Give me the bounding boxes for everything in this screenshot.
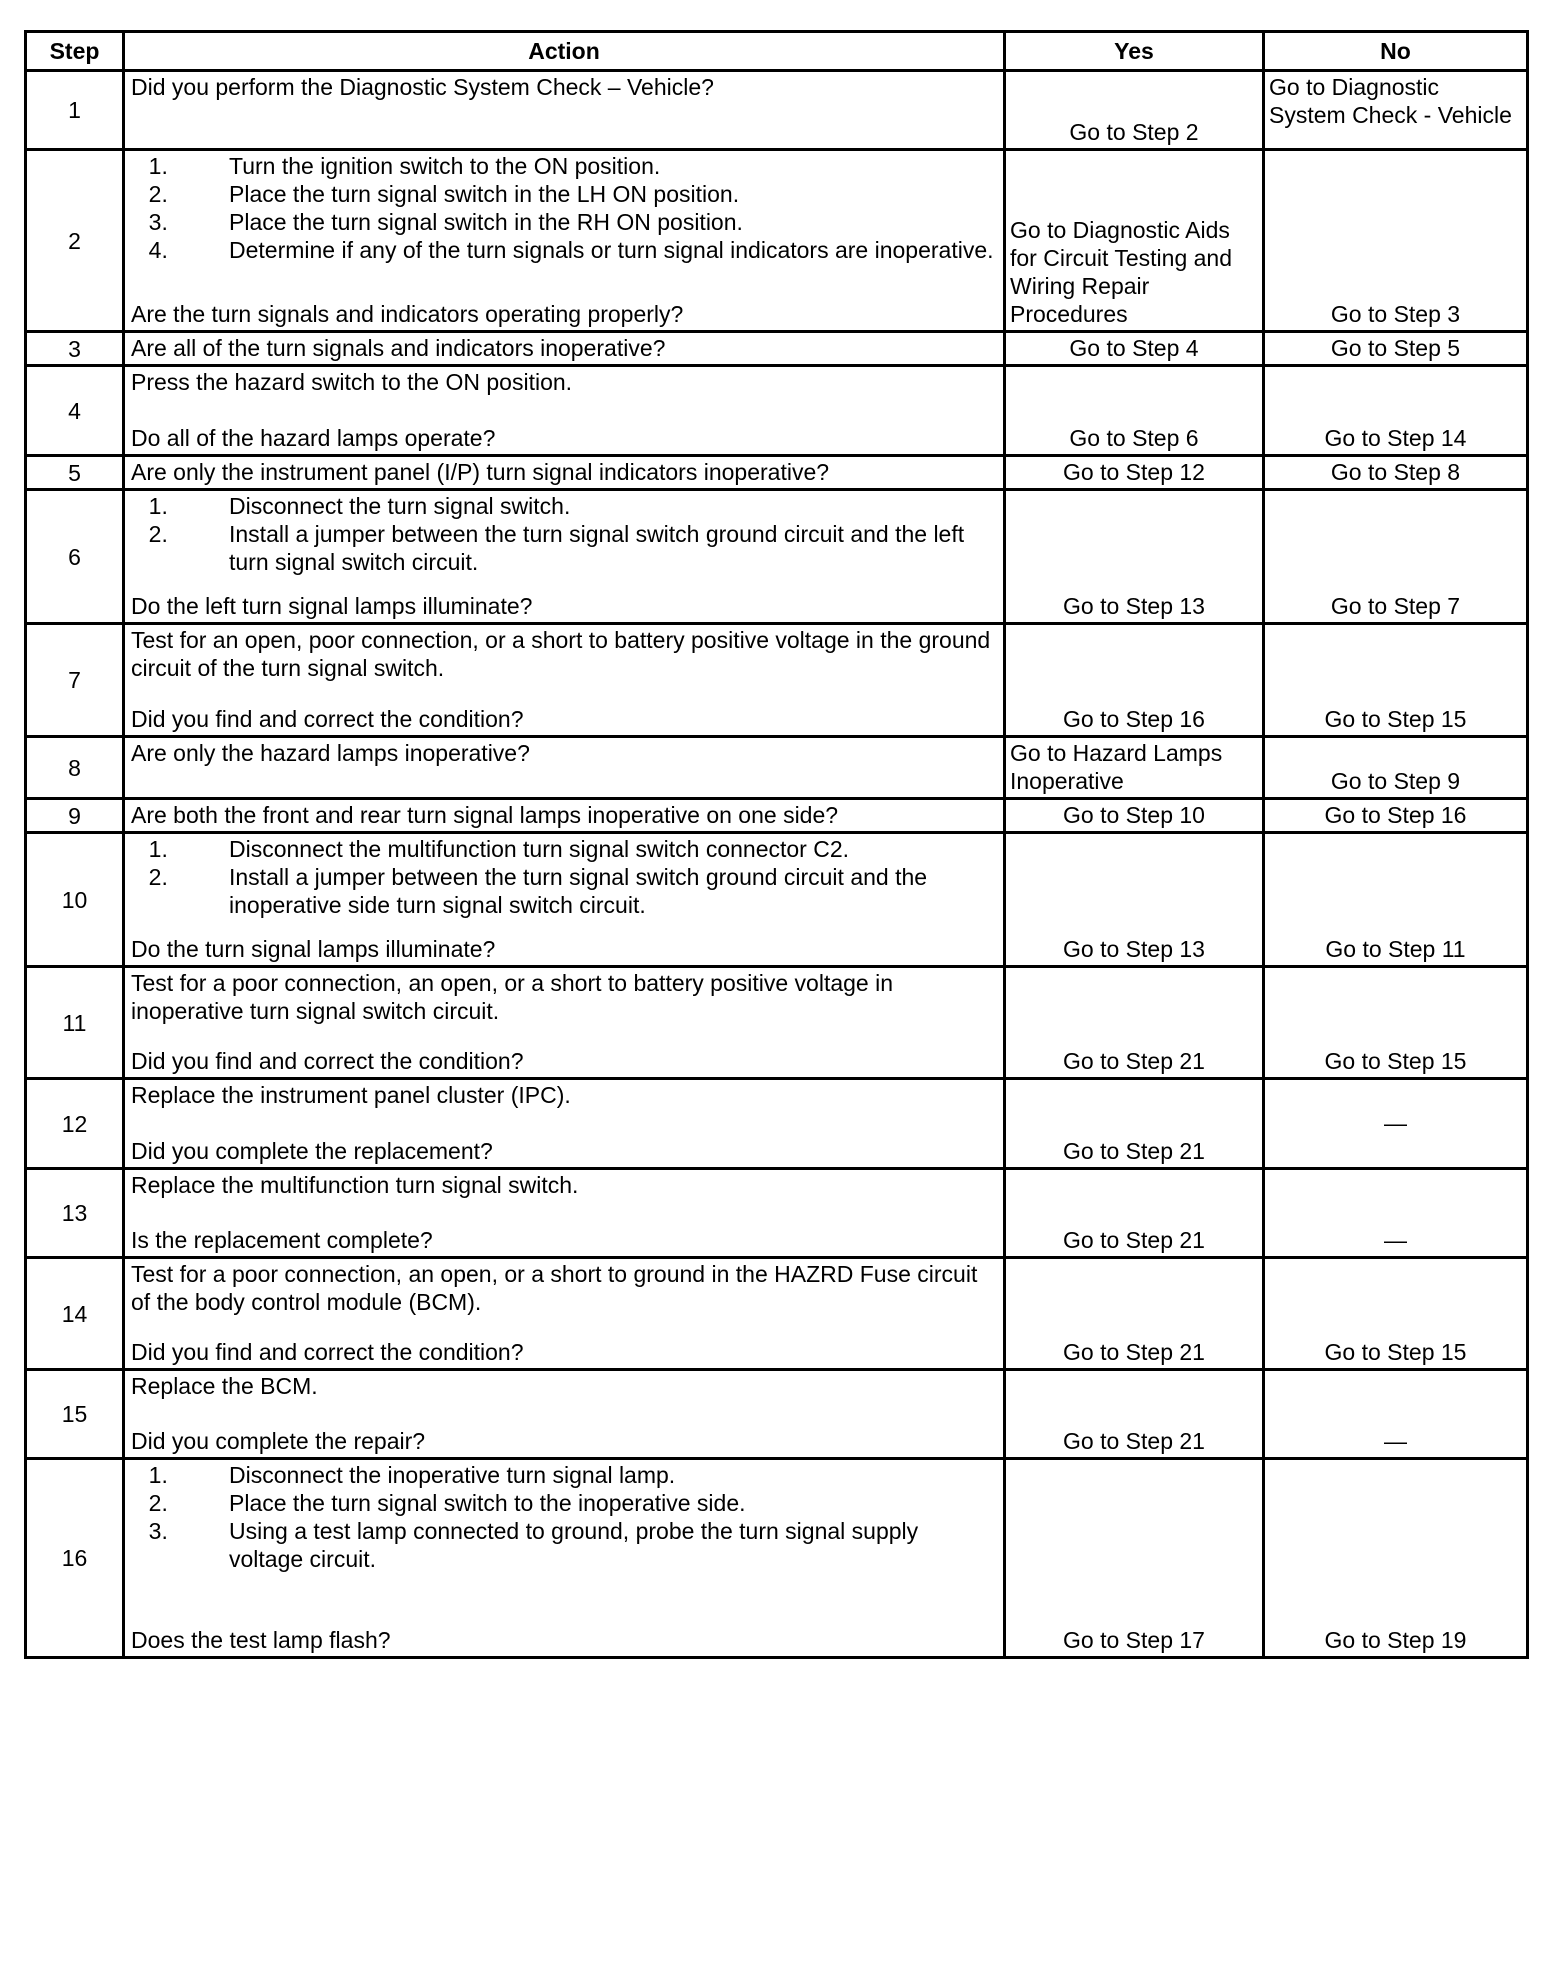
action-instruction: Press the hazard switch to the ON position. <box>131 369 573 395</box>
table-row <box>26 1258 1528 1370</box>
header-row <box>26 32 1528 71</box>
action-cell <box>124 71 1005 150</box>
action-instruction: Replace the multifunction turn signal switch. <box>131 1172 579 1198</box>
no-cell: Go to Step 7 <box>1264 490 1528 624</box>
action-cell <box>124 1258 1005 1370</box>
action-cell <box>124 1169 1005 1258</box>
action-cell <box>124 490 1005 624</box>
no-cell: Go to Diagnostic System Check - Vehicle <box>1264 71 1528 150</box>
yes-cell: Go to Step 21 <box>1005 967 1264 1079</box>
action-cell <box>124 833 1005 967</box>
table-row <box>26 799 1528 833</box>
no-cell: Go to Step 8 <box>1264 456 1528 490</box>
step-number: 16 <box>26 1459 124 1658</box>
action-step: 1. Disconnect the multifunction turn signal switch connector C2. <box>187 835 997 863</box>
table-row <box>26 332 1528 366</box>
action-question: Did you find and correct the condition? <box>131 1048 524 1074</box>
action-cell <box>124 366 1005 456</box>
action-instruction: Test for a poor connection, an open, or a short to battery positive voltage in inoperative turn signal switch circuit. <box>131 970 894 1024</box>
action-step: 2. Place the turn signal switch to the inoperative side. <box>187 1489 997 1517</box>
action-question: Did you perform the Diagnostic System Check – Vehicle? <box>131 74 714 100</box>
step-number: 15 <box>26 1370 124 1459</box>
action-instruction: Test for a poor connection, an open, or a short to ground in the HAZRD Fuse circuit of the body control module (BCM). <box>131 1261 978 1315</box>
yes-cell: Go to Step 10 <box>1005 799 1264 833</box>
no-cell: Go to Step 5 <box>1264 332 1528 366</box>
action-cell <box>124 967 1005 1079</box>
action-question: Do the turn signal lamps illuminate? <box>131 936 496 962</box>
step-number: 13 <box>26 1169 124 1258</box>
step-number: 1 <box>26 71 124 150</box>
action-instruction: Replace the BCM. <box>131 1373 318 1399</box>
action-cell <box>124 1079 1005 1169</box>
step-number: 4 <box>26 366 124 456</box>
action-question: Did you complete the repair? <box>131 1428 426 1454</box>
action-step: 2. Install a jumper between the turn signal switch ground circuit and the left turn signal switch circuit. <box>187 520 997 576</box>
action-steps <box>131 492 997 576</box>
yes-cell: Go to Step 16 <box>1005 624 1264 737</box>
action-step: 3. Using a test lamp connected to ground, probe the turn signal supply voltage circuit. <box>187 1517 997 1573</box>
action-question: Do all of the hazard lamps operate? <box>131 425 496 451</box>
yes-cell: Go to Hazard Lamps Inoperative <box>1005 737 1264 799</box>
action-cell <box>124 799 1005 833</box>
no-cell: — <box>1264 1079 1528 1169</box>
step-number: 12 <box>26 1079 124 1169</box>
yes-cell: Go to Step 21 <box>1005 1370 1264 1459</box>
table-row <box>26 624 1528 737</box>
no-cell: Go to Step 15 <box>1264 1258 1528 1370</box>
yes-cell: Go to Step 17 <box>1005 1459 1264 1658</box>
step-number: 7 <box>26 624 124 737</box>
yes-cell: Go to Step 2 <box>1005 71 1264 150</box>
action-cell <box>124 737 1005 799</box>
yes-cell: Go to Step 4 <box>1005 332 1264 366</box>
action-question: Does the test lamp flash? <box>131 1627 391 1653</box>
no-cell: Go to Step 15 <box>1264 967 1528 1079</box>
yes-cell: Go to Diagnostic Aids for Circuit Testing and Wiring Repair Procedures <box>1005 150 1264 332</box>
action-question: Are only the instrument panel (I/P) turn signal indicators inoperative? <box>131 459 830 485</box>
step-number: 9 <box>26 799 124 833</box>
no-cell: Go to Step 15 <box>1264 624 1528 737</box>
no-cell: Go to Step 14 <box>1264 366 1528 456</box>
no-cell: Go to Step 3 <box>1264 150 1528 332</box>
step-number: 10 <box>26 833 124 967</box>
action-cell <box>124 624 1005 737</box>
header-step: Step <box>26 32 124 71</box>
action-cell <box>124 1370 1005 1459</box>
action-step: 4. Determine if any of the turn signals or turn signal indicators are inoperative. <box>187 236 997 264</box>
step-number: 3 <box>26 332 124 366</box>
action-steps <box>131 152 997 264</box>
action-question: Are all of the turn signals and indicators inoperative? <box>131 335 666 361</box>
action-question: Are the turn signals and indicators operating properly? <box>131 301 684 327</box>
no-cell: Go to Step 19 <box>1264 1459 1528 1658</box>
yes-cell: Go to Step 21 <box>1005 1079 1264 1169</box>
table-row <box>26 737 1528 799</box>
table-row <box>26 490 1528 624</box>
yes-cell: Go to Step 21 <box>1005 1258 1264 1370</box>
step-number: 5 <box>26 456 124 490</box>
step-number: 8 <box>26 737 124 799</box>
action-step: 1. Disconnect the inoperative turn signal lamp. <box>187 1461 997 1489</box>
no-cell: Go to Step 16 <box>1264 799 1528 833</box>
step-number: 2 <box>26 150 124 332</box>
table-row <box>26 1370 1528 1459</box>
action-question: Are only the hazard lamps inoperative? <box>131 740 530 766</box>
action-question: Did you complete the replacement? <box>131 1138 493 1164</box>
table-row <box>26 833 1528 967</box>
action-instruction: Replace the instrument panel cluster (IPC). <box>131 1082 571 1108</box>
no-cell: Go to Step 11 <box>1264 833 1528 967</box>
table-row <box>26 366 1528 456</box>
action-step: 2. Install a jumper between the turn signal switch ground circuit and the inoperative side turn signal switch circuit. <box>187 863 997 919</box>
header-no: No <box>1264 32 1528 71</box>
table-row <box>26 1459 1528 1658</box>
yes-cell: Go to Step 21 <box>1005 1169 1264 1258</box>
table-row <box>26 456 1528 490</box>
table-row <box>26 71 1528 150</box>
header-action: Action <box>124 32 1005 71</box>
step-number: 14 <box>26 1258 124 1370</box>
diagnostic-table <box>24 30 1529 1659</box>
table-row <box>26 967 1528 1079</box>
action-cell <box>124 150 1005 332</box>
yes-cell: Go to Step 13 <box>1005 833 1264 967</box>
table-row <box>26 1169 1528 1258</box>
no-cell: — <box>1264 1370 1528 1459</box>
yes-cell: Go to Step 12 <box>1005 456 1264 490</box>
header-yes: Yes <box>1005 32 1264 71</box>
action-step: 1. Turn the ignition switch to the ON position. <box>187 152 997 180</box>
yes-cell: Go to Step 6 <box>1005 366 1264 456</box>
action-question: Do the left turn signal lamps illuminate? <box>131 593 533 619</box>
step-number: 6 <box>26 490 124 624</box>
no-cell: Go to Step 9 <box>1264 737 1528 799</box>
action-question: Are both the front and rear turn signal lamps inoperative on one side? <box>131 802 839 828</box>
action-question: Did you find and correct the condition? <box>131 1339 524 1365</box>
action-cell <box>124 1459 1005 1658</box>
step-number: 11 <box>26 967 124 1079</box>
action-cell <box>124 456 1005 490</box>
action-step: 2. Place the turn signal switch in the LH ON position. <box>187 180 997 208</box>
action-step: 3. Place the turn signal switch in the RH ON position. <box>187 208 997 236</box>
table-row <box>26 1079 1528 1169</box>
action-steps <box>131 835 997 919</box>
action-step: 1. Disconnect the turn signal switch. <box>187 492 997 520</box>
action-steps <box>131 1461 997 1573</box>
table-row <box>26 150 1528 332</box>
action-question: Did you find and correct the condition? <box>131 706 524 732</box>
action-question: Is the replacement complete? <box>131 1227 433 1253</box>
no-cell: — <box>1264 1169 1528 1258</box>
yes-cell: Go to Step 13 <box>1005 490 1264 624</box>
action-cell <box>124 332 1005 366</box>
action-instruction: Test for an open, poor connection, or a short to battery positive voltage in the ground circuit of the turn signal switch. <box>131 627 991 681</box>
